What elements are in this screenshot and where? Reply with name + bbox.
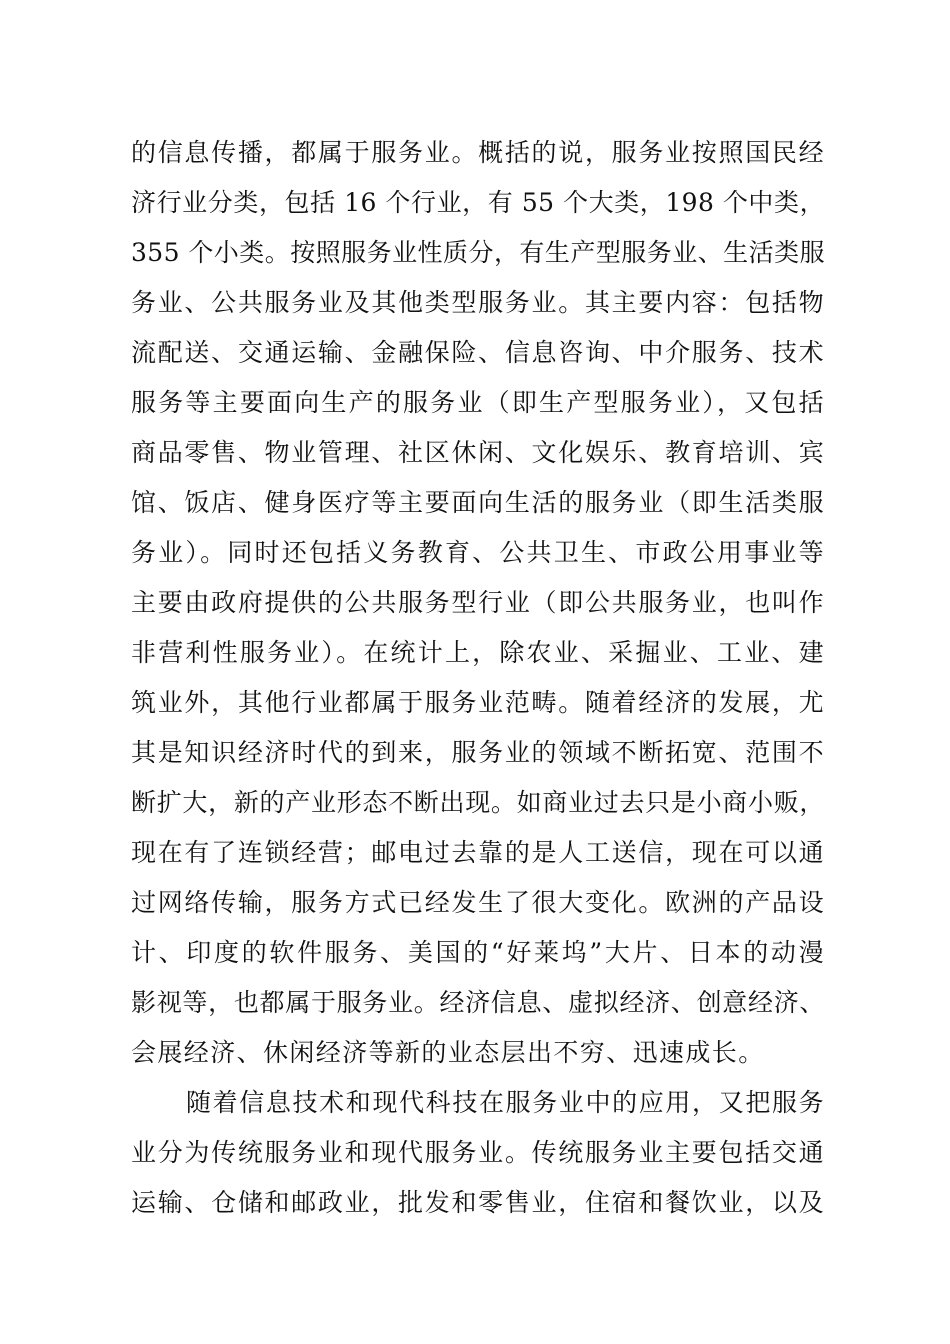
text-line: 主要由政府提供的公共服务型行业（即公共服务业，也叫作 [131, 588, 825, 617]
text-line: 过网络传输，服务方式已经发生了很大变化。欧洲的产品设 [131, 888, 825, 917]
text-line: 务业）。同时还包括义务教育、公共卫生、市政公用事业等 [131, 538, 825, 567]
text-line: 运输、仓储和邮政业，批发和零售业，住宿和餐饮业，以及 [131, 1188, 825, 1217]
text-line: 影视等，也都属于服务业。经济信息、虚拟经济、创意经济、 [131, 988, 825, 1017]
text-line: 其是知识经济时代的到来，服务业的领域不断拓宽、范围不 [131, 738, 825, 767]
text-line: 济行业分类，包括 16 个行业，有 55 个大类，198 个中类， [131, 188, 825, 217]
paragraph-1 [131, 128, 825, 1078]
text-line: 务业、公共服务业及其他类型服务业。其主要内容：包括物 [131, 288, 825, 317]
text-line: 断扩大，新的产业形态不断出现。如商业过去只是小商小贩， [131, 788, 825, 817]
text-line: 服务等主要面向生产的服务业（即生产型服务业），又包括 [131, 388, 825, 417]
text-line: 筑业外，其他行业都属于服务业范畴。随着经济的发展，尤 [131, 688, 825, 717]
text-line: 现在有了连锁经营；邮电过去靠的是人工送信，现在可以通 [131, 838, 825, 867]
paragraph-2 [131, 1078, 825, 1228]
text-line: 非营利性服务业）。在统计上，除农业、采掘业、工业、建 [131, 638, 825, 667]
text-line: 355 个小类。按照服务业性质分，有生产型服务业、生活类服 [131, 238, 825, 267]
text-line: 商品零售、物业管理、社区休闲、文化娱乐、教育培训、宾 [131, 438, 825, 467]
document-body [131, 128, 825, 1228]
text-line: 流配送、交通运输、金融保险、信息咨询、中介服务、技术 [131, 338, 825, 367]
text-line: 的信息传播，都属于服务业。概括的说，服务业按照国民经 [131, 138, 825, 167]
text-line: 业分为传统服务业和现代服务业。传统服务业主要包括交通 [131, 1138, 825, 1167]
text-line: 随着信息技术和现代科技在服务业中的应用，又把服务 [186, 1088, 825, 1117]
text-line: 计、印度的软件服务、美国的“好莱坞”大片、日本的动漫 [131, 938, 825, 967]
text-line: 馆、饭店、健身医疗等主要面向生活的服务业（即生活类服 [131, 488, 825, 517]
text-line: 会展经济、休闲经济等新的业态层出不穷、迅速成长。 [131, 1038, 765, 1067]
